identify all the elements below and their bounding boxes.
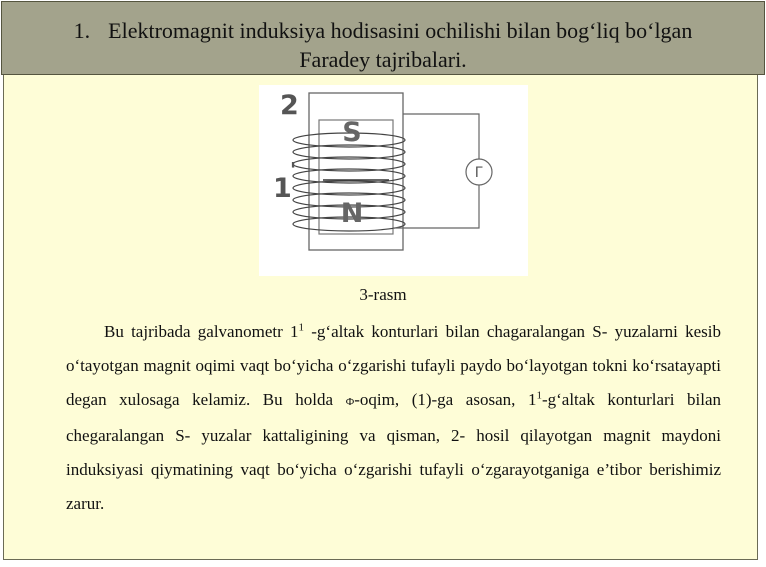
wire-bottom [393, 185, 479, 228]
title-line-1 [2, 16, 764, 45]
label-coil-1: 1 [273, 173, 292, 204]
title-number: 1. [73, 18, 91, 43]
text-part-4: -g‘altak konturlari bilan chegaralangan S- yuzalar kattaligining va qisman, 2- hosil qilayotgan magnit maydoni induksiyasi qiymatining vaqt bo‘yicha o‘zgarishi tufayli o‘zgarayotganiga e’tibor berishimiz zarur. [66, 390, 721, 513]
faraday-figure [259, 85, 528, 276]
label-coil-1-prime: ' [290, 158, 297, 182]
text-part-2: -g‘altak konturlari bilan chagaralangan S- yuzalarni kesib o‘tayotgan magnit oqimi vaqt bo‘yicha o‘zgarishi tufayli paydo bo‘layotgan tokni ko‘rsatayapti degan xulosaga kelamiz. Bu holda [66, 322, 721, 409]
pole-n-label: N [340, 198, 364, 229]
galvanometer-label: Г [474, 165, 484, 181]
label-coil-2: 2 [280, 90, 299, 121]
superscript-1: 1 [298, 321, 304, 334]
flux-symbol: Ф [345, 396, 355, 408]
title-bar [1, 1, 765, 75]
title-text-1: Elektromagnit induksiya hodisasini ochilishi bilan bog‘liq bo‘lgan [108, 18, 693, 43]
pole-s-label: S [342, 117, 362, 148]
figure-caption: 3-rasm [359, 285, 407, 304]
title-line-2: Faradey tajribalari. [299, 47, 467, 72]
body-paragraph [66, 315, 721, 521]
text-part-1: Bu tajribada galvanometr 1 [104, 322, 299, 341]
text-part-3: -oqim, (1)-ga asosan, 1 [354, 390, 537, 409]
wire-top [403, 114, 479, 159]
faraday-diagram [259, 85, 528, 276]
superscript-2: 1 [536, 389, 542, 402]
